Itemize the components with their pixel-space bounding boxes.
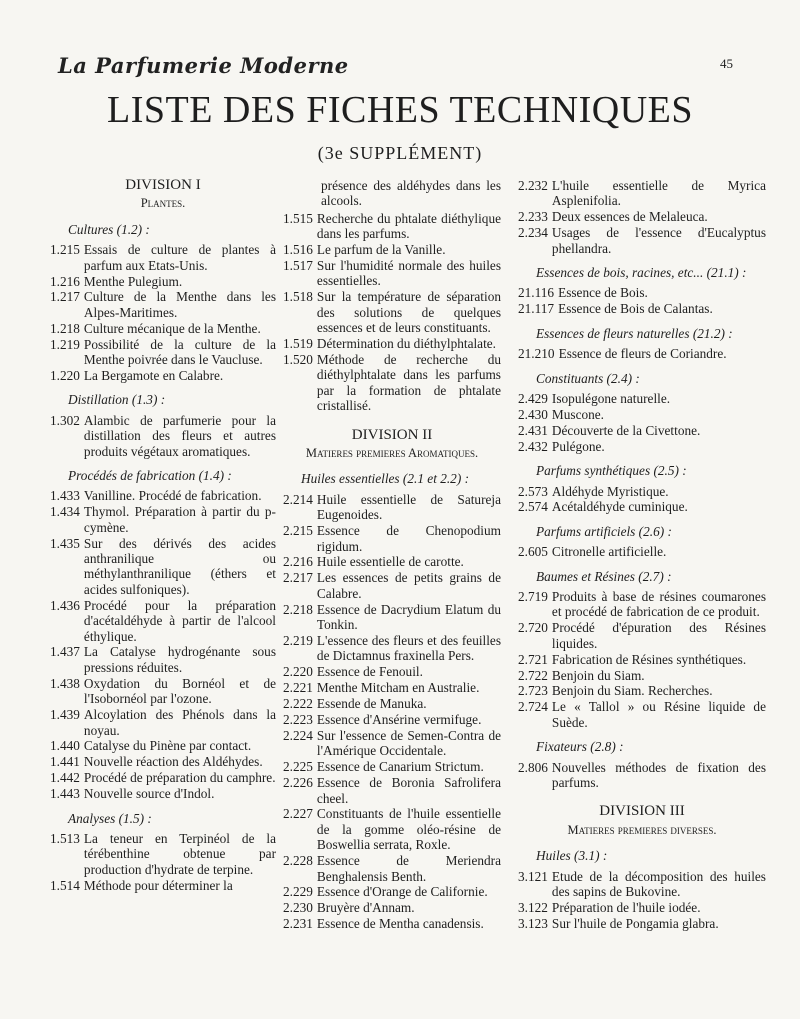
fiche-entry [50, 786, 276, 801]
entry-number: 2.724 [518, 699, 548, 715]
fiche-entry [518, 900, 766, 915]
fiche-entry [50, 644, 276, 675]
entry-number: 3.123 [518, 915, 548, 931]
entry-number: 1.215 [50, 242, 80, 258]
entry-text: Vanilline. Procédé de fabrication. [83, 488, 262, 504]
fiche-entry [283, 492, 501, 523]
category-heading: Fixateurs (2.8) : [536, 739, 624, 755]
entry-number: 1.519 [283, 336, 313, 352]
entry-text: Deux essences de Melaleuca. [551, 209, 708, 225]
entry-text: Catalyse du Pinène par contact. [83, 738, 252, 754]
entry-number: 1.434 [50, 504, 80, 520]
entry-text: Méthode de recherche du diéthylphtalate dans les parfums par la formation de phtalate cristallisé. [316, 351, 501, 414]
subdivision-heading: Plantes. [140, 196, 186, 211]
entry-text: Fabrication de Résines synthétiques. [551, 651, 747, 667]
entry-number: 2.574 [518, 499, 548, 515]
entry-text: Nouvelle source d'Indol. [83, 786, 215, 802]
fiche-entry [50, 504, 276, 535]
entry-number: 1.220 [50, 367, 80, 383]
entry-number: 1.443 [50, 786, 80, 802]
entry-text: Découverte de la Civettone. [551, 422, 701, 438]
entry-text: Menthe Pulegium. [83, 273, 183, 289]
entry-text: Sur l'humidité normale des huiles essentielles. [316, 258, 501, 289]
fiche-entry [50, 770, 276, 785]
fiche-entry [518, 301, 766, 316]
entry-number: 2.225 [283, 759, 313, 775]
column-1 [50, 178, 276, 894]
sections-list [518, 265, 766, 790]
fiche-entry [50, 289, 276, 320]
entry-number: 1.217 [50, 289, 80, 305]
fiche-entry [518, 225, 766, 256]
entry-text: Recherche du phtalate diéthylique dans les parfums. [316, 210, 501, 242]
entry-text: Citronelle artificielle. [551, 544, 667, 560]
entry-text: Essence de Fenouil. [316, 664, 423, 680]
entry-number: 1.520 [283, 351, 313, 367]
entry-number: 1.436 [50, 597, 80, 613]
fiche-entry [50, 321, 276, 336]
fiche-entry [283, 664, 501, 679]
entry-number: 1.439 [50, 707, 80, 723]
entry-number: 2.215 [283, 523, 313, 539]
entry-text: Benjoin du Siam. [551, 667, 645, 683]
entry-text: Le « Tallol » ou Résine liquide de Suède. [551, 699, 766, 730]
entry-number: 1.435 [50, 535, 80, 551]
entry-text: Huile essentielle de carotte. [316, 554, 464, 570]
entry-text: Nouvelles méthodes de fixation des parfums. [551, 759, 766, 790]
entry-text: Essence de Bois de Calantas. [558, 301, 713, 317]
entry-number: 2.228 [283, 853, 313, 869]
division-heading: DIVISION I [125, 177, 201, 193]
entry-number: 2.232 [518, 178, 548, 193]
fiche-entry [283, 258, 501, 289]
entry-text: Nouvelle réaction des Aldéhydes. [83, 754, 263, 770]
fiche-entry [283, 759, 501, 774]
entry-text: Essence d'Orange de Californie. [316, 884, 488, 900]
entry-number: 2.806 [518, 759, 548, 775]
entries-list [283, 492, 501, 932]
fiche-entry [50, 368, 276, 383]
entry-text: Essence de fleurs de Coriandre. [558, 346, 727, 362]
entry-number: 2.430 [518, 406, 548, 422]
entry-number: 21.117 [518, 301, 555, 317]
fiche-entry [50, 878, 276, 893]
fiche-entry [283, 336, 501, 351]
fiche-entry [50, 337, 276, 368]
entry-text: Procédé pour la préparation d'acétaldéhyde à partir de l'alcool éthylique. [83, 597, 276, 644]
fiche-entry [518, 544, 766, 559]
fiche-entry [518, 439, 766, 454]
fiche-entry [518, 346, 766, 361]
subdivision-heading: Matieres premieres Aromatiques. [305, 446, 479, 460]
entry-number: 2.219 [283, 632, 313, 648]
fiche-entry [283, 728, 501, 759]
entry-text: Essence de Dacrydium Elatum du Tonkin. [316, 601, 501, 633]
entry-text: Pulégone. [551, 438, 605, 454]
entry-text: La teneur en Terpinéol de la térébenthine obtenue par production d'hydrate de terpine. [83, 830, 276, 877]
entry-text: La Bergamote en Calabre. [83, 367, 224, 383]
fiche-entry [518, 916, 766, 931]
fiche-entry [50, 707, 276, 738]
fiche-entry [518, 683, 766, 698]
entry-number: 2.234 [518, 225, 548, 241]
fiche-entry [283, 806, 501, 852]
division-heading: DIVISION II [351, 426, 433, 443]
fiche-entry [283, 570, 501, 601]
entry-text: Culture mécanique de la Menthe. [83, 320, 261, 336]
entry-text: Etude de la décomposition des huiles des sapins de Bukovine. [551, 868, 766, 900]
entry-number: 21.210 [518, 346, 555, 362]
entry-number: 2.220 [283, 664, 313, 680]
fiche-entry [283, 633, 501, 664]
fiche-entry [50, 738, 276, 753]
entry-number: 2.216 [283, 554, 313, 570]
subdivision-heading: Matieres premieres diverses. [567, 822, 717, 837]
entry-number: 1.513 [50, 830, 80, 846]
entry-number: 1.442 [50, 770, 80, 786]
entry-number: 2.229 [283, 884, 313, 900]
fiche-entry [518, 620, 766, 651]
entry-text: Acétaldéhyde cuminique. [551, 499, 688, 515]
fiche-entry [283, 680, 501, 695]
entry-text: Essence de Mentha canadensis. [316, 916, 484, 932]
entry-text: Bruyère d'Annam. [316, 900, 415, 916]
fiche-entry [50, 754, 276, 769]
entry-number: 3.121 [518, 868, 548, 884]
fiche-entry [283, 602, 501, 633]
page-number: 45 [720, 56, 733, 71]
entry-text: Essence de Boronia Safrolifera cheel. [316, 775, 501, 806]
sections-list [50, 222, 276, 893]
fiche-entry [518, 178, 766, 209]
entry-text: Essence de Chenopodium rigidum. [316, 523, 501, 554]
category-heading: Procédés de fabrication (1.4) : [68, 468, 232, 483]
entry-number: 1.438 [50, 675, 80, 691]
fiche-entry [283, 884, 501, 899]
fiche-entry [283, 853, 501, 884]
entry-number: 2.573 [518, 483, 548, 499]
fiche-entry [518, 869, 766, 900]
entry-number: 1.216 [50, 273, 80, 289]
fiche-entry [518, 589, 766, 620]
fiche-entry [283, 696, 501, 711]
category-heading: Huiles essentielles (2.1 et 2.2) : [301, 471, 470, 487]
entry-number: 2.233 [518, 209, 548, 225]
entry-text: Essence d'Ansérine vermifuge. [316, 712, 482, 727]
fiche-entry [50, 831, 276, 877]
category-heading: Distillation (1.3) : [68, 392, 166, 408]
entry-number: 2.431 [518, 422, 548, 438]
entry-text: Sur des dérivés des acides anthranilique ou méthylanthranilique (éthers et acides sulfoniques). [83, 535, 276, 597]
entry-number: 1.440 [50, 738, 80, 754]
entry-number: 1.302 [50, 412, 80, 428]
entry-number: 1.515 [283, 210, 313, 226]
fiche-entry [283, 352, 501, 414]
fiche-entry [518, 285, 766, 300]
entry-number: 2.721 [518, 651, 548, 667]
entry-number: 2.218 [283, 601, 313, 617]
entry-number: 2.217 [283, 570, 313, 586]
entry-text: Procédé de préparation du camphre. [83, 770, 276, 786]
fiche-entry [283, 900, 501, 915]
fiche-entry [518, 391, 766, 406]
entry-number: 2.226 [283, 775, 313, 791]
entry-text: Possibilité de la culture de la Menthe poivrée dans le Vaucluse. [83, 336, 276, 368]
entry-text: Huile essentielle de Satureja Eugenoides. [316, 491, 501, 523]
entry-number: 2.720 [518, 620, 548, 636]
entry-text: Les essences de petits grains de Calabre. [316, 570, 501, 601]
fiche-entry [50, 413, 276, 459]
entry-text: Le parfum de la Vanille. [316, 242, 446, 258]
entry-text: La Catalyse hydrogénante sous pressions réduites. [83, 644, 276, 675]
entry-number: 21.116 [518, 285, 555, 301]
category-heading: Parfums artificiels (2.6) : [536, 523, 672, 539]
fiche-entry [518, 407, 766, 422]
entry-number: 2.432 [518, 438, 548, 454]
fiche-entry [283, 775, 501, 806]
entry-text: Essais de culture de plantes à parfum aux Etats-Unis. [83, 242, 276, 273]
fiche-entry [283, 916, 501, 931]
entry-number: 1.517 [283, 258, 313, 274]
entry-text: L'huile essentielle de Myrica Asplenifolia. [551, 178, 766, 209]
category-heading: Analyses (1.5) : [68, 810, 152, 826]
entry-text: Usages de l'essence d'Eucalyptus phellandra. [551, 225, 766, 256]
entry-text: Muscone. [551, 406, 604, 422]
fiche-entry [50, 598, 276, 644]
entry-text: Détermination du diéthylphtalate. [316, 336, 497, 352]
fiche-entry [283, 712, 501, 727]
entry-number: 1.518 [283, 289, 313, 305]
entry-number: 2.605 [518, 544, 548, 560]
entry-text: Benjoin du Siam. Recherches. [551, 683, 713, 699]
category-heading: Essences de bois, racines, etc... (21.1) : [536, 265, 747, 281]
entry-text: Sur l'huile de Pongamia glabra. [551, 915, 719, 931]
entry-number: 1.441 [50, 754, 80, 770]
entry-number: 2.223 [283, 712, 313, 727]
entry-continuation: présence des aldéhydes dans les alcools. [321, 178, 501, 209]
fiche-entry [283, 242, 501, 257]
entry-text: Sur l'essence de Semen-Contra de l'Amérique Occidentale. [316, 727, 501, 759]
entry-text: Méthode pour déterminer la [83, 877, 233, 893]
column-3 [518, 178, 766, 932]
division-heading: DIVISION III [599, 803, 685, 820]
category-heading: Baumes et Résines (2.7) : [536, 568, 672, 584]
entries-list [283, 211, 501, 414]
entry-text: Constituants de l'huile essentielle de la gomme oléo-résine de Boswellia serrata, Roxle. [316, 806, 501, 853]
entry-number: 1.218 [50, 320, 80, 336]
entry-text: Produits à base de résines coumarones et procédé de fabrication de ce produit. [551, 589, 766, 620]
entry-number: 1.514 [50, 877, 80, 893]
fiche-entry [283, 289, 501, 335]
entry-text: Thymol. Préparation à partir du p-cymène. [83, 504, 276, 535]
category-heading: Parfums synthétiques (2.5) : [536, 463, 687, 479]
entry-text: Alcoylation des Phénols dans la noyau. [83, 707, 276, 738]
fiche-entry [518, 652, 766, 667]
category-heading: Essences de fleurs naturelles (21.2) : [536, 325, 733, 341]
entry-text: Essende de Manuka. [316, 696, 427, 712]
journal-masthead: La Parfumerie Moderne [58, 53, 349, 78]
entry-number: 2.222 [283, 696, 313, 712]
fiche-entry [50, 274, 276, 289]
entry-number: 1.437 [50, 644, 80, 660]
entries-list [518, 178, 766, 256]
fiche-entry [283, 554, 501, 569]
fiche-entry [518, 668, 766, 683]
entry-number: 2.429 [518, 390, 548, 406]
entry-text: Essence de Canarium Strictum. [316, 759, 484, 775]
entry-number: 2.723 [518, 683, 548, 699]
entry-number: 3.122 [518, 899, 548, 915]
category-heading: Cultures (1.2) : [68, 221, 150, 237]
fiche-entry [518, 423, 766, 438]
entry-text: Alambic de parfumerie pour la distillation des fleurs et autres produits végétaux aromatiques. [83, 412, 276, 459]
fiche-entry [518, 699, 766, 730]
page-title: LISTE DES FICHES TECHNIQUES [107, 89, 693, 131]
entry-number: 2.221 [283, 680, 313, 696]
fiche-entry [50, 242, 276, 273]
entry-text: Essence de Bois. [558, 285, 648, 301]
entry-text: Essence de Meriendra Benghalensis Benth. [316, 853, 501, 884]
fiche-entry [518, 499, 766, 514]
fiche-entry [50, 536, 276, 598]
entry-number: 2.227 [283, 806, 313, 822]
entry-text: Procédé d'épuration des Résines liquides. [551, 620, 766, 651]
entry-number: 2.231 [283, 916, 313, 932]
entry-text: Culture de la Menthe dans les Alpes-Maritimes. [83, 289, 276, 320]
fiche-entry [283, 523, 501, 554]
entry-number: 2.214 [283, 491, 313, 507]
entry-text: Isopulégone naturelle. [551, 390, 671, 406]
entry-number: 2.722 [518, 667, 548, 683]
entry-number: 1.219 [50, 336, 80, 352]
entry-number: 2.230 [283, 900, 313, 916]
entry-number: 2.719 [518, 589, 548, 605]
entry-text: Préparation de l'huile iodée. [551, 899, 701, 915]
fiche-entry [50, 676, 276, 707]
entries-list [518, 869, 766, 932]
column-2 [283, 178, 501, 932]
entry-text: Aldéhyde Myristique. [551, 483, 669, 499]
fiche-entry [518, 760, 766, 791]
entry-number: 1.433 [50, 488, 80, 504]
fiche-entry [518, 209, 766, 224]
fiche-entry [50, 488, 276, 503]
fiche-entry [518, 484, 766, 499]
entry-text: Oxydation du Bornéol et de l'Isobornéol par l'ozone. [83, 675, 276, 707]
entry-text: L'essence des fleurs et des feuilles de Dictamnus fraxinella Pers. [316, 632, 501, 664]
fiche-entry [283, 211, 501, 242]
entry-number: 2.224 [283, 727, 313, 743]
category-heading: Constituants (2.4) : [536, 370, 640, 386]
category-heading: Huiles (3.1) : [536, 848, 608, 864]
entry-text: Menthe Mitcham en Australie. [316, 680, 480, 696]
entry-text: Sur la température de séparation des solutions de quelques essences et de leurs constituants. [316, 289, 501, 336]
page-subtitle: (3e SUPPLÉMENT) [317, 143, 483, 163]
entry-number: 1.516 [283, 242, 313, 258]
